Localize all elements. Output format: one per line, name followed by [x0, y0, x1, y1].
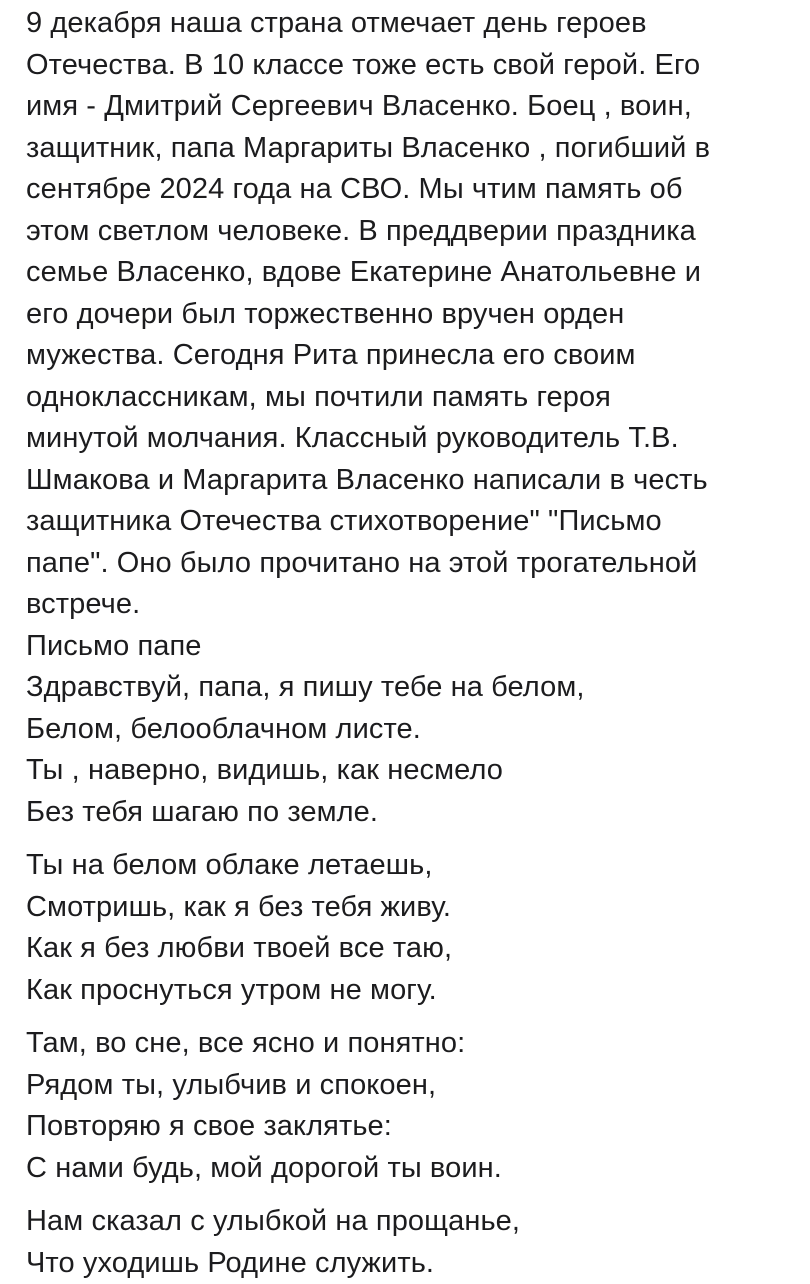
- poem-line: Как проснуться утром не могу.: [26, 970, 796, 1012]
- poem-line: Как я без любви твоей все таю,: [26, 928, 796, 970]
- intro-line: одноклассникам, мы почтили память героя: [26, 377, 796, 419]
- poem-stanza-3: [26, 1023, 796, 1189]
- intro-line: 9 декабря наша страна отмечает день героев: [26, 3, 796, 45]
- poem-line: С нами будь, мой дорогой ты воин.: [26, 1148, 796, 1190]
- intro-line: его дочери был торжественно вручен орден: [26, 294, 796, 336]
- intro-line: мужества. Сегодня Рита принесла его своим: [26, 335, 796, 377]
- poem-title: Письмо папе: [26, 626, 796, 668]
- poem-stanza-4: [26, 1201, 796, 1284]
- intro-line: встрече.: [26, 584, 796, 626]
- poem-line: Рядом ты, улыбчив и спокоен,: [26, 1065, 796, 1107]
- poem-line: Здравствуй, папа, я пишу тебе на белом,: [26, 667, 796, 709]
- intro-line: защитник, папа Маргариты Власенко , погибший в: [26, 128, 796, 170]
- poem-line: Что уходишь Родине служить.: [26, 1243, 796, 1284]
- poem-line: Белом, белооблачном листе.: [26, 709, 796, 751]
- intro-line: сентябре 2024 года на СВО. Мы чтим память об: [26, 169, 796, 211]
- poem-stanza-1: [26, 667, 796, 833]
- poem-line: Без тебя шагаю по земле.: [26, 792, 796, 834]
- poem-line: Ты на белом облаке летаешь,: [26, 845, 796, 887]
- stanza-divider: [26, 1189, 796, 1201]
- intro-line: защитника Отечества стихотворение" "Письмо: [26, 501, 796, 543]
- poem-stanza-2: [26, 845, 796, 1011]
- intro-line: Шмакова и Маргарита Власенко написали в честь: [26, 460, 796, 502]
- intro-line: Отечества. В 10 классе тоже есть свой герой. Его: [26, 45, 796, 87]
- intro-line: этом светлом человеке. В преддверии праздника: [26, 211, 796, 253]
- poem-line: Нам сказал с улыбкой на прощанье,: [26, 1201, 796, 1243]
- stanza-divider: [26, 833, 796, 845]
- poem-line: Смотришь, как я без тебя живу.: [26, 887, 796, 929]
- poem-line: Там, во сне, все ясно и понятно:: [26, 1023, 796, 1065]
- post-text: [26, 3, 796, 1284]
- stanza-divider: [26, 1011, 796, 1023]
- intro-paragraph: [26, 3, 796, 626]
- intro-line: семье Власенко, вдове Екатерине Анатольевне и: [26, 252, 796, 294]
- poem-line: Ты , наверно, видишь, как несмело: [26, 750, 796, 792]
- poem-line: Повторяю я свое заклятье:: [26, 1106, 796, 1148]
- intro-line: минутой молчания. Классный руководитель Т.В.: [26, 418, 796, 460]
- intro-line: папе". Оно было прочитано на этой трогательной: [26, 543, 796, 585]
- intro-line: имя - Дмитрий Сергеевич Власенко. Боец , воин,: [26, 86, 796, 128]
